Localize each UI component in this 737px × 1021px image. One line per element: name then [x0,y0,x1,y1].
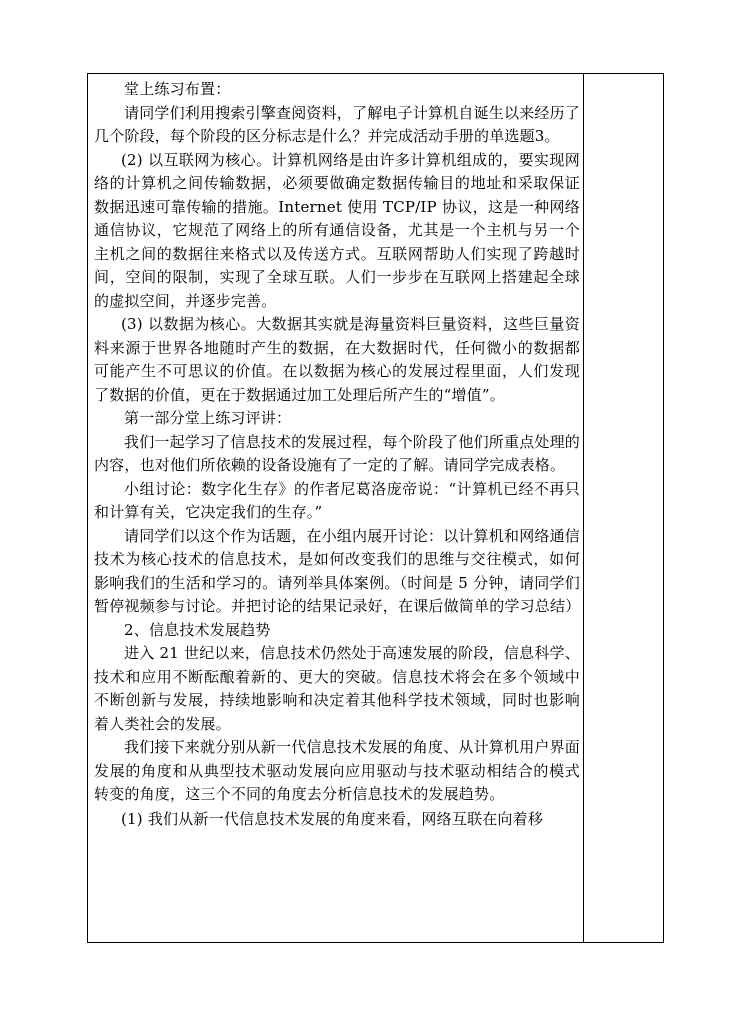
paragraph-21st-century: 进入 21 世纪以来，信息技术仍然处于高速发展的阶段，信息科学、技术和应用不断酝酿着新的、更大的突破。信息技术将会在多个领域中不断创新与发展，持续地影响和决定着其他科学技术领域，同时也影响着人类社会的发展。 [94,644,580,733]
content-table [87,73,664,943]
side-notes-cell [584,74,664,943]
paragraph-trend-heading: 2、信息技术发展趋势 [124,620,271,639]
paragraph-review-content: 我们一起学习了信息技术的发展过程，每个阶段了他们所重点处理的内容，也对他们所依赖的设备设施有了一定的了解。请同学完成表格。 [94,432,581,474]
paragraph-internet-core: (2) 以互联网为核心。计算机网络是由许多计算机组成的，要实现网络的计算机之间传输数据，必须要做确定数据传输目的地址和采取保证数据迅速可靠传输的措施。Internet 使用 TCP/IP 协议，这是一种网络通信协议，它规范了网络上的所有通信设备，尤其是一个主机与另一个主机之间的数据往来格式以及传送方式。互联网帮助人们实现了跨越时间，空间的限制，实现了全球互联。人们一步步在互联网上搭建起全球的虚拟空间，并逐步完善。 [94,150,580,310]
text-content [88,74,583,831]
paragraph-heading-practice: 堂上练习布置： [124,80,231,98]
paragraph-review-heading: 第一部分堂上练习评讲： [124,409,292,427]
paragraph-analysis-angles: 我们接下来就分别从新一代信息技术发展的角度、从计算机用户界面发展的角度和从典型技术驱动发展向应用驱动与技术驱动相结合的模式转变的角度，这三个不同的角度去分析信息技术的发展趋势。 [94,738,581,803]
table-row [88,74,664,943]
paragraph-practice-instructions: 请同学们利用搜索引擎查阅资料，了解电子计算机自诞生以来经历了几个阶段，每个阶段的区分标志是什么？并完成活动手册的单选题3。 [94,103,581,145]
paragraph-new-generation: (1) 我们从新一代信息技术发展的角度来看，网络互联在向着移 [121,809,544,828]
paragraph-group-discussion: 小组讨论：数字化生存》的作者尼葛洛庞帝说：“计算机已经不再只和计算有关，它决定我们的生存。” [94,479,580,521]
paragraph-discussion-instructions: 请同学们以这个作为话题，在小组内展开讨论：以计算机和网络通信技术为核心技术的信息技术，是如何改变我们的思维与交往模式，如何影响我们的生活和学习的。请列举具体案例。（时间是 5 分钟，请同学们暂停视频参与讨论。并把讨论的结果记录好，在课后做简单的学习总结） [94,526,581,615]
paragraph-data-core: (3) 以数据为核心。大数据其实就是海量资料巨量资料，这些巨量资料来源于世界各地随时产生的数据，在大数据时代，任何微小的数据都可能产生不可思议的价值。在以数据为核心的发展过程里面，人们发现了数据的价值，更在于数据通过加工处理后所产生的“增值”。 [94,315,580,404]
main-content-cell [88,74,584,943]
